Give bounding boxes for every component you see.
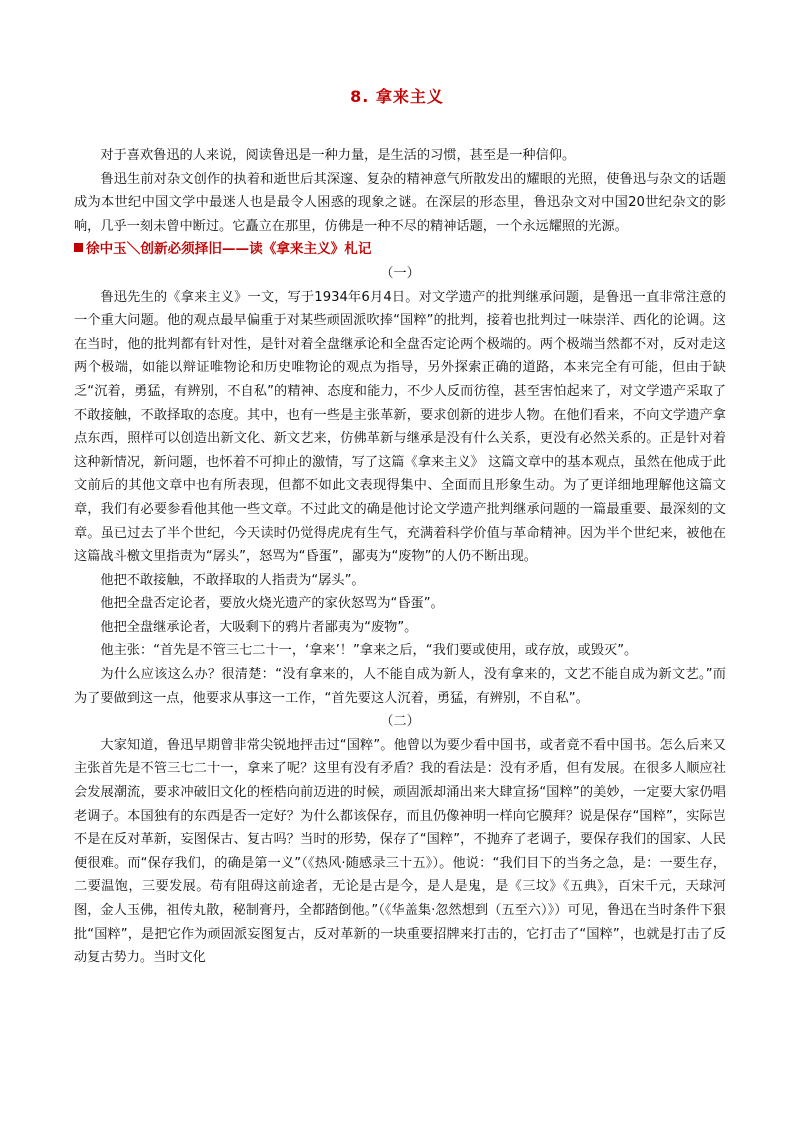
section-heading bbox=[74, 238, 726, 262]
part-one-heading: （一） bbox=[380, 265, 420, 281]
part-two-heading: （二） bbox=[380, 714, 420, 730]
article-body bbox=[74, 144, 726, 970]
body-paragraph: 他把不敢接触，不敢择取的人指责为“孱头”。 bbox=[100, 572, 365, 588]
body-paragraph: 鲁迅先生的《拿来主义》一文，写于1934年6月4日。对文学遗产的批判继承问题，是鲁迅一直非常注意的一个重大问题。他的观点最早偏重于对某些顽固派吹捧“国粹”的批判，接着也批判过一味崇洋、西化的论调。这在当时，他的批判都有针对性，是针对着全盘继承论和全盘否定论两个极端的。两个极端当然都不对，反对走这两个极端，如能以辩证唯物论和历史唯物论的观点为指导，另外探索正确的道路，本来完全有可能，但由于缺乏“沉着，勇猛，有辨别，不自私”的精神、态度和能力，不少人反而彷徨，甚至害怕起来了，对文学遗产采取了不敢接触，不敢择取的态度。其中，也有一些是主张革新，要求创新的进步人物。在他们看来，不向文学遗产拿点东西，照样可以创造出新文化、新文艺来，仿佛革新与继承是没有什么关系，更没有必然关系的。正是针对着这种新情况，新问题，也怀着不可抑止的激情，写了这篇《拿来主义》 这篇文章中的基本观点，虽然在他成于此文前后的其他文章中也有所表现，但都不如此文表现得集中、全面而且形象生动。为了更详细地理解他这篇文章，我们有必要参看他其他一些文章。不过此文的确是他讨论文学遗产批判继承问题的一篇最重要、最深刻的文章。虽已过去了半个世纪，今天读时仍觉得虎虎有生气，充满着科学价值与革命精神。因为半个世纪来，被他在这篇战斗檄文里指责为“孱头”，怒骂为“昏蛋”，鄙夷为“废物”的人仍不断出现。 bbox=[74, 289, 726, 565]
intro-paragraph: 对于喜欢鲁迅的人来说，阅读鲁迅是一种力量，是生活的习惯，甚至是一种信仰。 bbox=[100, 148, 576, 163]
body-paragraph: 为什么应该这么办？很清楚：“没有拿来的，人不能自成为新人，没有拿来的，文艺不能自成为新文艺。”而为了要做到这一点，他要求从事这一工作，“首先要这人沉着，勇猛，有辨别，不自私”。 bbox=[74, 667, 726, 706]
body-paragraph: 他把全盘继承论者，大吸剩下的鸦片者鄙夷为“废物”。 bbox=[100, 619, 418, 635]
body-paragraph: 他把全盘否定论者，要放火烧光遗产的家伙怒骂为“昏蛋”。 bbox=[100, 596, 444, 612]
body-paragraph: 大家知道，鲁迅早期曾非常尖锐地抨击过“国粹”。他曾以为要少看中国书，或者竟不看中国书。怎么后来又主张首先是不管三七二十一，拿来了呢？这里有没有矛盾？我的看法是：没有矛盾，但有发展。在很多人顺应社会发展潮流，要求冲破旧文化的桎梏向前迈进的时候，顽固派却涌出来大肆宣扬“国粹”的美妙，一定要大家仍唱老调子。本国独有的东西是否一定好？为什么都该保存，而且仍像神明一样向它膜拜？说是保存“国粹”，实际岂不是在反对革新，妄图保古、复古吗？当时的形势，保存了“国粹”，不抛弃了老调子，要保存我们的国家、人民便很难。而“保存我们，的确是第一义”（《热风·随感录三十五》）。他说：“我们目下的当务之急，是：一要生存，二要温饱，三要发展。苟有阻碍这前途者，无论是古是今，是人是鬼，是《三坟》《五典》，百宋千元，天球河图，金人玉佛，祖传丸散，秘制膏丹，全都踏倒他。”（《华盖集·忽然想到（五至六）》）可见，鲁迅在当时条件下狠批“国粹”，是把它作为顽固派妄图复古，反对革新的一块重要招牌来打击的，它打击了“国粹”，也就是打击了反动复古势力。当时文化 bbox=[74, 737, 726, 966]
intro-paragraph: 鲁迅生前对杂文创作的执着和逝世后其深邃、复杂的精神意气所散发出的耀眼的光照，使鲁迅与杂文的话题成为本世纪中国文学中最迷人也是最令人困惑的现象之谜。在深层的形态里，鲁迅杂文对中国20世纪杂文的影响，几乎一刻未曾中断过。它矗立在那里，仿佛是一种不尽的精神话题，一个永远耀照的光源。 bbox=[74, 171, 726, 234]
body-paragraph: 他主张：“首先是不管三七二十一，‘拿来’！”拿来之后，“我们要或使用，或存放，或毁灭”。 bbox=[100, 643, 638, 659]
section-heading-text: 徐中玉＼创新必须择旧——读《拿来主义》札记 bbox=[86, 241, 372, 258]
square-bullet-icon bbox=[74, 243, 83, 252]
article-title: 8. 拿来主义 bbox=[350, 87, 444, 106]
